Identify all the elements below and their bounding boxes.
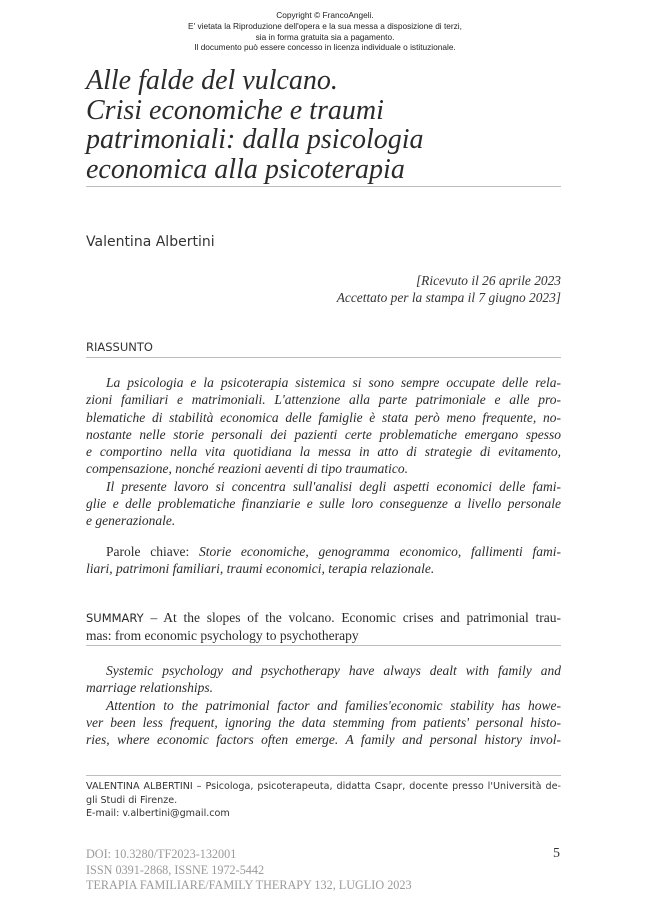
keywords-block: [86, 543, 561, 578]
abstract-heading: RIASSUNTO: [86, 340, 153, 354]
abstract-line: zioni familiari e matrimoniali. L'attenzione alla parte patrimoniale e alle pro-: [86, 392, 561, 408]
footnote-line: E-mail: v.albertini@gmail.com: [86, 808, 230, 820]
abstract-line: nostante nelle storie personali dei pazienti certe problematiche emergano spesso: [86, 426, 561, 442]
copyright-line: Copyright © FrancoAngeli.: [276, 10, 374, 20]
abstract-divider: [86, 357, 561, 358]
accepted-line: Accettato per la stampa il 7 giugno 2023]: [336, 290, 561, 305]
abstract-body: [86, 374, 561, 530]
summary-line: ries, where economic factors often emerge. A family and personal history invol-: [86, 732, 561, 748]
title-line: Crisi economiche e traumi: [86, 94, 384, 126]
abstract-line: blematiche di stabilità economica delle famiglie è stata però meno frequente, no-: [86, 409, 561, 425]
summary-divider: [86, 645, 561, 646]
copyright-line: Il documento può essere concesso in licenza individuale o istituzionale.: [194, 42, 456, 53]
summary-line: marriage relationships.: [86, 680, 214, 696]
footnote-line: VALENTINA ALBERTINI – Psicologa, psicoterapeuta, didatta Csapr, docente presso l'Università de-: [86, 781, 561, 792]
title-line: economica alla psicoterapia: [86, 153, 405, 185]
keywords-text: Storie economiche, genogramma economico, fallimenti fami-: [198, 544, 562, 559]
author-name: Valentina Albertini: [86, 234, 215, 250]
summary-label: SUMMARY: [86, 611, 144, 625]
summary-line: Attention to the patrimonial factor and families'economic stability has howe-: [106, 697, 561, 713]
article-title: [86, 66, 566, 184]
keywords-line: [86, 543, 561, 560]
journal-imprint: [86, 847, 412, 894]
footnote-line: gli Studi di Firenze.: [86, 794, 178, 806]
copyright-notice: [150, 10, 500, 53]
summary-title: – At the slopes of the volcano. Economic crises and patrimonial trau-: [143, 610, 561, 625]
summary-title-line: [86, 609, 561, 627]
copyright-line: E' vietata la Riproduzione dell'opera e la sua messa a disposizione di terzi,: [188, 20, 462, 31]
summary-title-line: mas: from economic psychology to psychotherapy: [86, 628, 359, 644]
received-dates: [337, 272, 561, 306]
keywords-label: Parole chiave:: [106, 544, 190, 559]
journal-issue: TERAPIA FAMILIARE/FAMILY THERAPY 132, LUGLIO 2023: [86, 878, 412, 892]
doi: DOI: 10.3280/TF2023-132001: [86, 847, 237, 861]
title-divider: [86, 186, 561, 187]
author-footnote: [86, 780, 561, 821]
received-line: [Ricevuto il 26 aprile 2023: [415, 273, 561, 288]
summary-line: Systemic psychology and psychotherapy have always dealt with family and: [106, 663, 561, 678]
summary-body: [86, 662, 561, 748]
keywords-line: liari, patrimoni familiari, traumi economici, terapia relazionale.: [86, 561, 435, 577]
title-line: patrimoniali: dalla psicologia: [86, 124, 424, 155]
abstract-line: compensazione, nonché reazioni aeventi di tipo traumatico.: [86, 461, 408, 477]
abstract-line: e generazionale.: [86, 513, 176, 529]
abstract-line: e comportino nella vita quotidiana la messa in atto di strategie di evitamento,: [86, 444, 561, 460]
abstract-line: Il presente lavoro si concentra sull'analisi degli aspetti economici delle fami-: [106, 478, 561, 494]
abstract-line: La psicologia e la psicoterapia sistemica si sono sempre occupate delle rela-: [106, 375, 561, 390]
summary-heading: [86, 609, 561, 645]
footnote-divider: [86, 775, 561, 776]
page-number: 5: [553, 846, 560, 861]
issn: ISSN 0391-2868, ISSNE 1972-5442: [86, 862, 265, 877]
abstract-line: glie e delle problematiche finanziarie e sulle loro conseguenze a livello personale: [86, 496, 561, 512]
summary-line: ver been less frequent, ignoring the data stemming from patients' personal histo-: [86, 714, 561, 730]
title-line: Alle falde del vulcano.: [86, 65, 338, 96]
copyright-line: sia in forma gratuita sia a pagamento.: [255, 31, 395, 42]
